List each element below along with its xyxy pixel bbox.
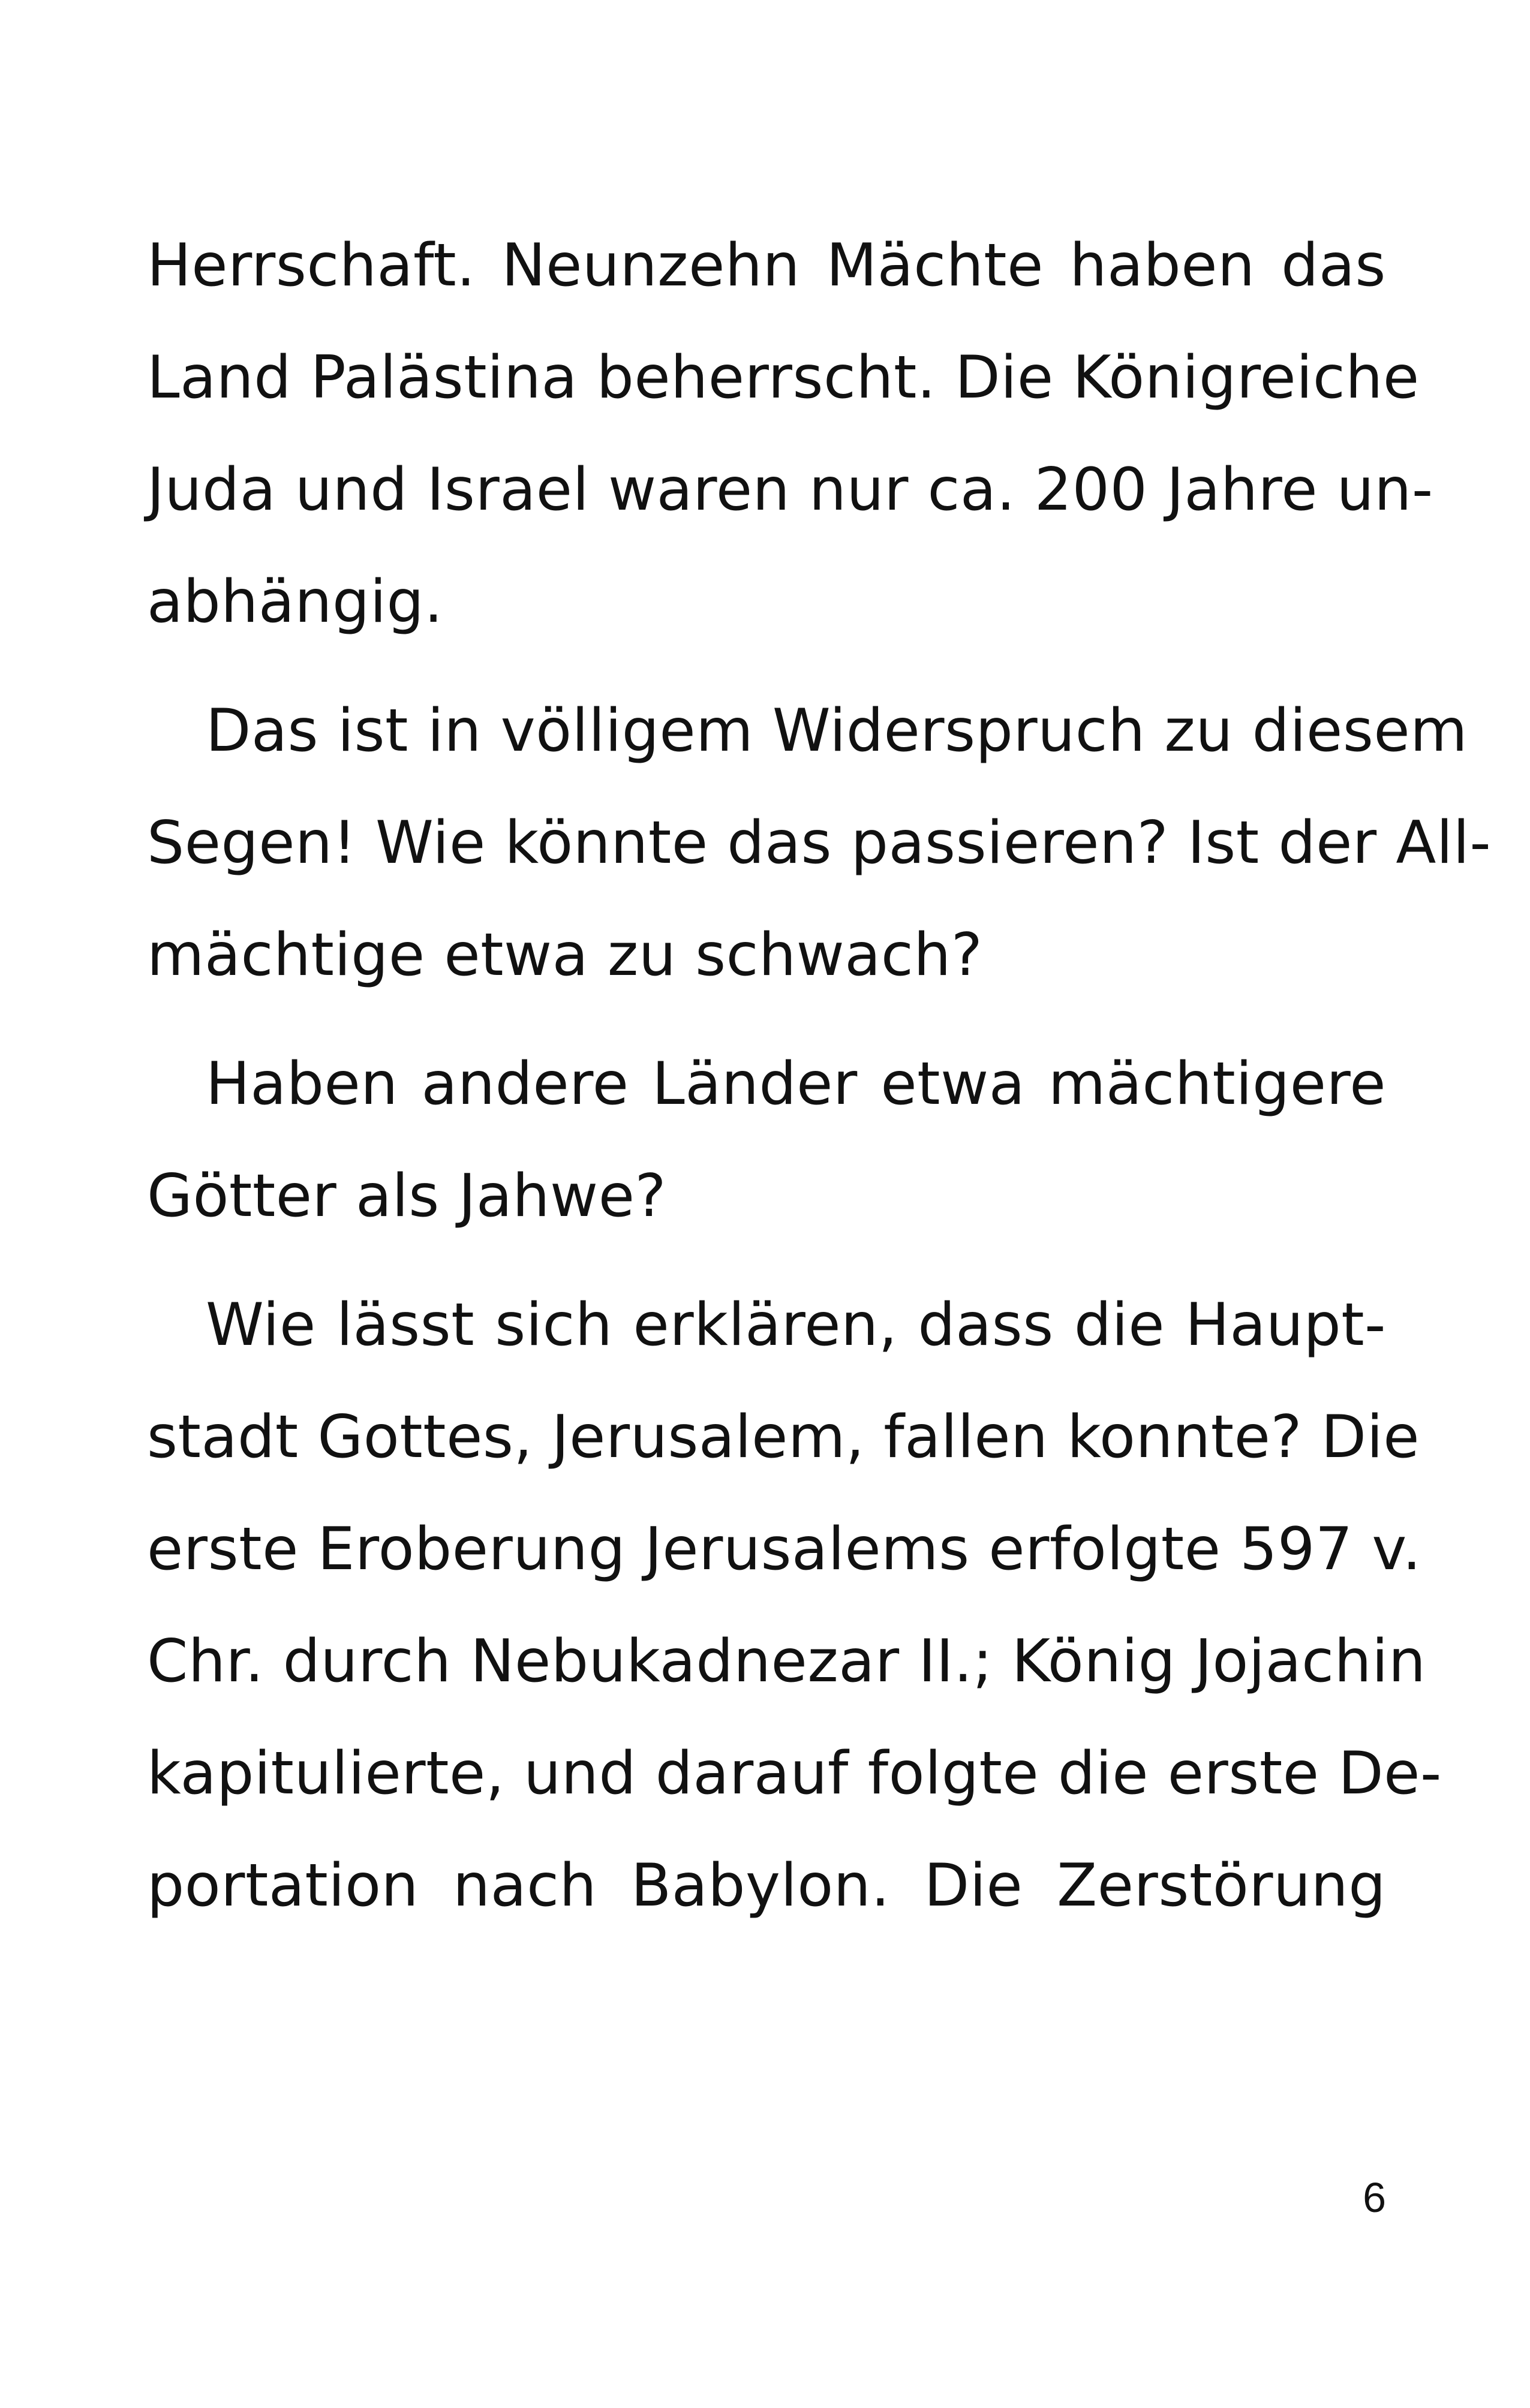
- paragraph-3: [147, 1028, 1386, 1253]
- text-line: Juda und Israel waren nur ca. 200 Jahre un-: [147, 456, 1433, 524]
- text-line: Das ist in völligem Widerspruch zu diesem: [206, 697, 1468, 765]
- text-line: Haben andere Länder etwa mächtigere: [206, 1050, 1386, 1118]
- text-line: Herrschaft. Neunzehn Mächte haben das: [147, 231, 1386, 300]
- body-text: [147, 210, 1492, 1942]
- text-line: portation nach Babylon. Die Zerstörung: [147, 1852, 1386, 1920]
- paragraph-2: [147, 675, 1492, 1012]
- text-line: kapitulierte, und darauf folgte die erste De-: [147, 1739, 1442, 1808]
- text-line: Wie lässt sich erklären, dass die Haupt-: [206, 1291, 1386, 1359]
- paragraph-4: [147, 1269, 1442, 1942]
- text-line: stadt Gottes, Jerusalem, fallen konnte? Die: [147, 1403, 1420, 1471]
- text-line: Segen! Wie könnte das passieren? Ist der All-: [147, 809, 1492, 877]
- paragraph-1: [147, 210, 1433, 658]
- text-line: erste Eroberung Jerusalems erfolgte 597 v.: [147, 1515, 1421, 1584]
- text-line: mächtige etwa zu schwach?: [147, 921, 983, 989]
- text-line: Götter als Jahwe?: [147, 1162, 666, 1230]
- text-line: Land Palästina beherrscht. Die Königreiche: [147, 344, 1420, 412]
- page-number: 6: [1363, 2174, 1386, 2221]
- text-line: abhängig.: [147, 568, 443, 636]
- text-line: Chr. durch Nebukadnezar II.; König Jojachin: [147, 1627, 1426, 1696]
